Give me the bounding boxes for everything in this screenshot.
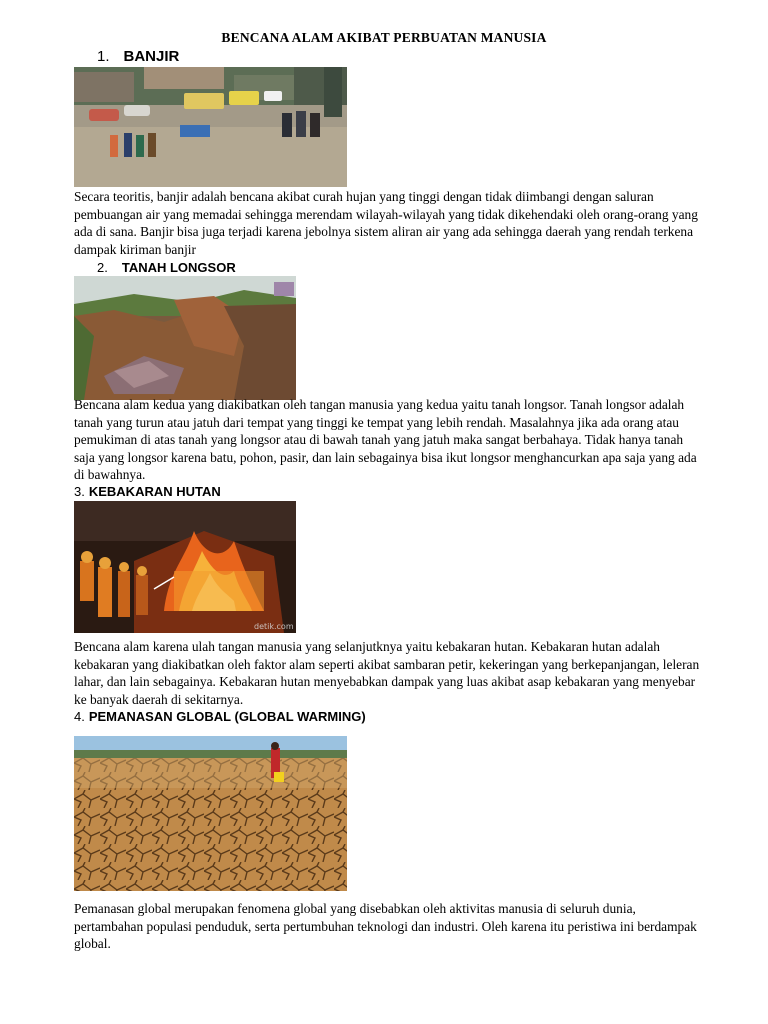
section-title: KEBAKARAN HUTAN xyxy=(88,484,221,499)
flood-photo xyxy=(74,67,347,187)
section-heading-kebakaran-hutan xyxy=(74,484,221,499)
section-paragraph-kebakaran-hutan: Bencana alam karena ulah tangan manusia yang selanjutknya yaitu kebakaran hutan. Kebakaran hutan adalah kebakaran yang diakibatkan oleh faktor alam seperti akibat sambaran petir, kekeringan yang berkepanjangan, leleran lahar, dan lain sebagainya. Kebakaran hutan menyebabkan dampak yang luas akibat asap kebakaran yang menyebar ke banyak daerah di sekitarnya. xyxy=(74,639,700,707)
section-number: 4. xyxy=(74,709,85,724)
section-title: BANJIR xyxy=(123,48,180,65)
section-paragraph-pemanasan-global: Pemanasan global merupakan fenomena global yang disebabkan oleh aktivitas manusia di seluruh dunia, pertambahan populasi penduduk, serta pertumbuhan teknologi dan industri. Oleh karena itu peristiwa ini berdampak global. xyxy=(74,901,697,951)
landslide-photo xyxy=(74,276,296,400)
section-heading-banjir xyxy=(97,48,179,65)
section-number: 1. xyxy=(97,48,110,65)
section-paragraph-tanah-longsor: Bencana alam kedua yang diakibatkan oleh tangan manusia yang kedua yaitu tanah longsor. Tanah longsor adalah tanah yang turun atau jatuh dari tempat yang tinggi ke tempat yang lebih rendah. Masalahnya jika ada orang atau pemukiman di atas tanah yang longsor atau di bawah tanah yang jatuh maka sangat berbahaya. Tidak hanya tanah saja yang longsor karena batu, pohon, pasir, dan lain sebagainya bisa ikut longsor menghancurkan apa saja yang ada di bawahnya. xyxy=(74,397,697,482)
section-title: TANAH LONGSOR xyxy=(121,260,236,275)
section-paragraph-banjir: Secara teoritis, banjir adalah bencana akibat curah hujan yang tinggi dengan tidak diimbangi dengan saluran pembuangan air yang memadai sehingga merendam wilayah-wilayah yang tidak dikehendaki oleh orang-orang yang ada di sana. Banjir bisa juga terjadi karena jebolnya sistem aliran air yang ada sehingga daerah yang rendah terkena dampak kiriman banjir xyxy=(74,189,698,257)
section-title: PEMANASAN GLOBAL (GLOBAL WARMING) xyxy=(88,709,366,724)
section-number: 3. xyxy=(74,484,85,499)
forest-fire-photo xyxy=(74,501,296,633)
section-heading-tanah-longsor xyxy=(97,260,236,275)
photo-watermark: detik.com xyxy=(254,622,294,631)
section-number: 2. xyxy=(97,260,108,275)
drought-photo xyxy=(74,736,347,891)
section-heading-pemanasan-global xyxy=(74,709,366,724)
document-title: BENCANA ALAM AKIBAT PERBUATAN MANUSIA xyxy=(221,30,547,45)
